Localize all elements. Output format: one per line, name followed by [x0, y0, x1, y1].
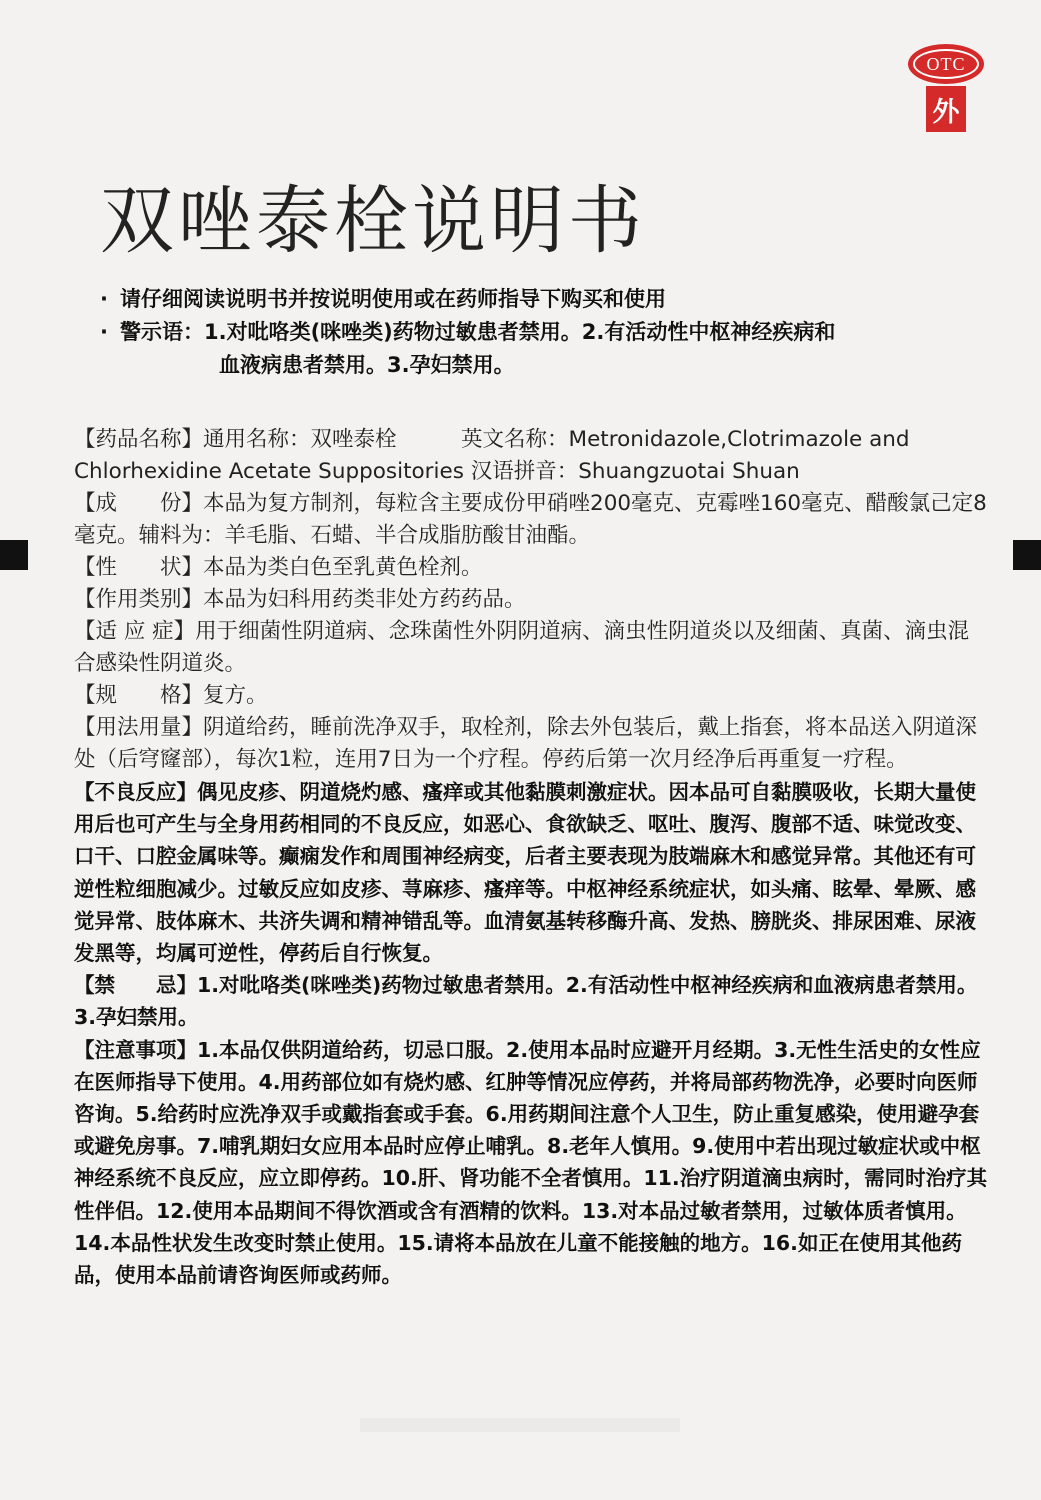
fold-marker-left — [0, 540, 28, 570]
section-text: 复方。 — [203, 683, 268, 708]
bullet-dot-icon: · — [100, 320, 108, 344]
read-notice-text: 请仔细阅读说明书并按说明使用或在药师指导下购买和使用 — [120, 287, 666, 311]
section-label: 【规 格】 — [74, 683, 204, 708]
section-text: 偶见皮疹、阴道烧灼感、瘙痒或其他黏膜刺激症状。因本品可自黏膜吸收，长期大量使用后也可产生与全身用药相同的不良反应，如恶心、食欲缺乏、呕吐、腹泻、腹部不适、味觉改变、口干、口腔金属味等。癫痫发作和周围神经病变，后者主要表现为肢端麻木和感觉异常。其他还有可逆性粒细胞减少。过敏反应如皮疹、荨麻疹、瘙痒等。中枢神经系统症状，如头痛、眩晕、晕厥、感觉异常、肢体麻木、共济失调和精神错乱等。血清氨基转移酶升高、发热、膀胱炎、排尿困难、尿液发黑等，均属可逆性，停药后自行恢复。 — [74, 780, 976, 966]
section-indications — [74, 616, 990, 680]
section-text: 1.本品仅供阴道给药，切忌口服。2.使用本品时应避开月经期。3.无性生活史的女性应在医师指导下使用。4.用药部位如有烧灼感、红肿等情况应停药，并将局部药物洗净，必要时向医师咨询。5.给药时应洗净双手或戴指套或手套。6.用药期间注意个人卫生，防止重复感染，使用避孕套或避免房事。7.哺乳期妇女应用本品时应停止哺乳。8.老年人慎用。9.使用中若出现过敏症状或中枢神经系统不良反应，应立即停药。10.肝、肾功能不全者慎用。11.治疗阴道滴虫病时，需同时治疗其性伴侣。12.使用本品期间不得饮酒或含有酒精的饮料。13.对本品过敏者禁用，过敏体质者慎用。14.本品性状发生改变时禁止使用。15.请将本品放在儿童不能接触的地方。16.如正在使用其他药品，使用本品前请咨询医师或药师。 — [74, 1037, 988, 1288]
warning-notice — [100, 316, 980, 349]
section-label: 【不良反应】 — [74, 780, 197, 804]
section-text: 阴道给药，睡前洗净双手，取栓剂，除去外包装后，戴上指套，将本品送入阴道深处（后穹窿部），每次1粒，连用7日为一个疗程。停药后第一次月经净后再重复一疗程。 — [74, 715, 978, 772]
external-use-mark: 外 — [926, 86, 966, 132]
warning-line-1: 1.对吡咯类(咪唑类)药物过敏患者禁用。2.有活动性中枢神经疾病和 — [204, 320, 836, 344]
section-drug-name — [74, 424, 990, 488]
otc-badge — [908, 44, 984, 134]
section-label: 【成 份】 — [74, 491, 204, 516]
section-text: 1.对吡咯类(咪唑类)药物过敏患者禁用。2.有活动性中枢神经疾病和血液病患者禁用。3.孕妇禁用。 — [74, 973, 978, 1030]
section-label: 【适 应 症】 — [74, 619, 196, 644]
section-label: 【药品名称】 — [74, 427, 204, 452]
otc-label: OTC — [913, 49, 979, 79]
section-appearance — [74, 552, 990, 584]
warning-line-2: 血液病患者禁用。3.孕妇禁用。 — [219, 353, 515, 377]
notice-block — [100, 283, 980, 382]
otc-oval-logo — [908, 44, 984, 84]
section-precautions — [74, 1034, 990, 1292]
section-label: 【禁 忌】 — [74, 973, 197, 998]
warning-label: 警示语： — [120, 320, 204, 344]
section-adverse-reactions — [74, 776, 990, 969]
bullet-dot-icon: · — [100, 287, 108, 311]
document-title: 双唑泰栓说明书 — [100, 178, 646, 264]
faded-print-strip — [360, 1418, 680, 1432]
section-text: 本品为妇科用药类非处方药药品。 — [203, 587, 526, 612]
section-text: 本品为类白色至乳黄色栓剂。 — [203, 555, 483, 580]
section-contraindications — [74, 969, 990, 1033]
section-dosage — [74, 712, 990, 776]
section-text: 通用名称：双唑泰栓 英文名称：Metronidazole,Clotrimazole and Chlorhexidine Acetate Suppositories 汉语拼音：Shuangzuotai Shuan — [74, 427, 910, 484]
section-label: 【注意事项】 — [74, 1037, 197, 1062]
fold-marker-right — [1013, 540, 1041, 570]
section-label: 【用法用量】 — [74, 715, 204, 740]
section-label: 【性 状】 — [74, 555, 204, 580]
section-specification — [74, 680, 990, 712]
section-category — [74, 584, 990, 616]
instructions-body — [74, 424, 990, 1291]
section-text: 本品为复方制剂，每粒含主要成份甲硝唑200毫克、克霉唑160毫克、醋酸氯己定8毫克。辅料为：羊毛脂、石蜡、半合成脂肪酸甘油酯。 — [74, 491, 987, 548]
section-label: 【作用类别】 — [74, 587, 204, 612]
section-composition — [74, 488, 990, 552]
section-text: 用于细菌性阴道病、念珠菌性外阴阴道病、滴虫性阴道炎以及细菌、真菌、滴虫混合感染性阴道炎。 — [74, 619, 970, 676]
read-notice — [100, 283, 980, 316]
